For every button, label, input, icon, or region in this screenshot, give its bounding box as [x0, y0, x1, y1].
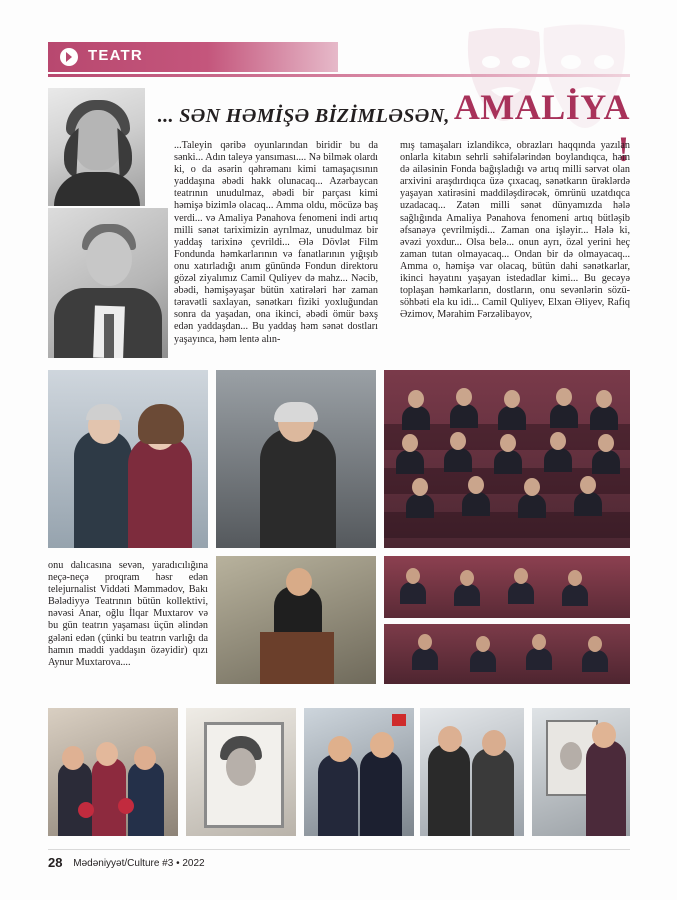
photo-audience-row-lower: [384, 624, 630, 684]
body-text-mid-left-column: onu dalıcasına sevən, yaradıcılığına neçə-neçə proqram həsr edən telejurnalist Viddəti Məmmədov, Bakı Bələdiyyə Teatrının bütün kollektivi, nəvəsi Anar, oğlu İlqar Muxtarov və bu gün teatrın yaşaması üçün əlindən gələni edən (çünki bu teatrın varlığı da hamın maddi yaddaşın özəyidir) qızı Aynur Muxtarova....: [48, 560, 208, 668]
body-text-left-column: ...Taleyin qəribə oyunlarından biridir bu da sənki... Adın taleyə yansıması.... Nə bilmək olardı ki, o da əsərin qəhrəmanı kimi tamaşaçısının yaddaşına əbədi hakk olunacaq... Azərbaycan teatrının unudulmaz, əbədi bir parçası kimi həmişə bizimlə olacaq... Amma oldu, möcüzə baş verdi... və Amaliya Pənahova fenomeni indi artıq milli sənət tariximizin ayrılmaz, unudulmaz bir yaddaş tarixinə çevrildi... Ələ Dövlət Film Fondunda həmkarlarının və fanatlarının yığışıb onu xatırladığı anım günündə Fondun direktoru gözəl ziyalımız Camil Quliyev də mahz... Nəcib, əbədi, həmişəyaşar bütün xatirələri hər zaman təravətli saxlayan, sənətkarı fiziki yoxluğundan sonra da yaşadan, ona ikinci, əbədi ömür bəxş edən yaddaşdan... Bu yaddaş həm sənət dostları yaşayınca, həm lentə alın-: [174, 140, 378, 345]
photo-audience-row-upper: [384, 556, 630, 618]
page-footer: [48, 855, 630, 870]
photo-two-men-at-exhibition: [304, 708, 414, 836]
section-header-bar: [48, 42, 338, 72]
photo-memorial-portrait-with-guest: [532, 708, 630, 836]
article-title-name: AMALİYA !: [453, 87, 630, 169]
photo-couple-at-event: [48, 370, 208, 548]
photo-man-speaking-microphone: [216, 370, 376, 548]
footer-divider: [48, 849, 630, 850]
publication-info: Mədəniyyət/Culture #3 • 2022: [73, 858, 205, 869]
photo-two-guests-standing: [420, 708, 524, 836]
photo-speaker-at-podium: [216, 556, 376, 684]
body-text-right-column: mış tamaşaları izlandikcə, obrazları haqqında yazılan onlarla kitabın sehrli səhifələrindən boylandıqca, həm də ailəsinin Fonda bağışladığı və artıq milli sərvət olan arxivini araşdırdıqca üzə çıxacaq, sənətkarın ürəklərdə yaşayan xatirəsini maddiləşdirəcək, ömrünü uzatdıqca uzadacaq... Zatən milli sənət dünyamızda hələ sağlığında Amaliya Pənahova fenomeni artıq bütləşib əfsanəyə çevrilmişdi... Zaman ona işləyir... Hələ ki, əvəzi yoxdur... Olsa belə... onun ayrı, özəl yerini heç zaman tutan olmayacaq... Ondan bir də olmayacaq... Amma o, həmişə var olacaq, bütün dahi sənətkarlar, ikinci həyatını yaşayan istedadlar kimi... Bu gecəyə toplaşan həmkarların, dostların, onu sevənlərin sözü-söhbəti ela ku idi... Camil Quliyev, Elxan Əliyev, Rafiq Əzimov, Mərahim Fərzəlibayov,: [400, 140, 630, 321]
section-label: TEATR: [88, 47, 143, 64]
photo-framed-portrait-display: [186, 708, 296, 836]
chevron-right-icon: [60, 48, 78, 66]
photo-portrait-amaliya-bw: [48, 88, 145, 206]
header-divider: [48, 74, 630, 77]
photo-man-speaking-bw: [48, 208, 168, 358]
article-title-lead: ... SƏN HƏMİŞƏ BİZİMLƏSƏN,: [157, 105, 450, 127]
photo-group-with-flowers: [48, 708, 178, 836]
photo-audience-hall-wide: [384, 370, 630, 548]
article-title: [150, 86, 630, 169]
page-number: 28: [48, 855, 63, 870]
